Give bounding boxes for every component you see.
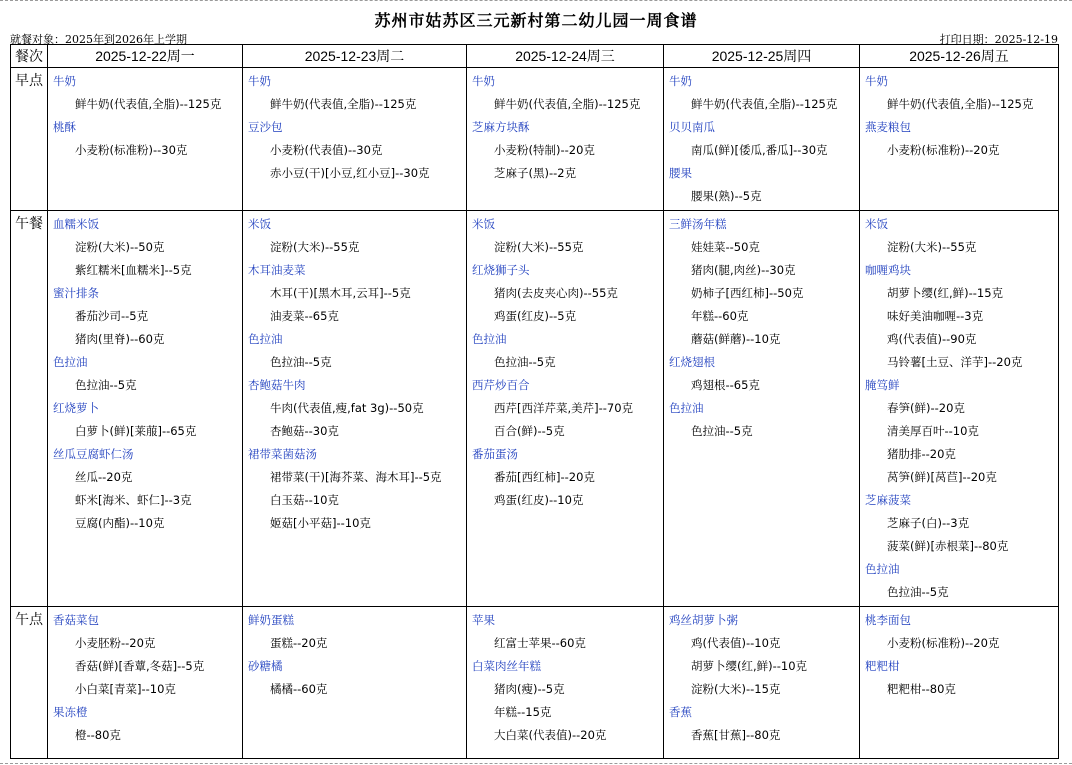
top-page-border [0, 0, 1072, 1]
ingredient-line: 白萝卜(鲜)[莱菔]--65克 [75, 424, 197, 438]
ingredient-line: 小白菜[青菜]--10克 [75, 682, 176, 696]
ingredient-line: 鲜牛奶(代表值,全脂)--125克 [75, 97, 222, 111]
ingredient-line: 清美厚百叶--10克 [887, 424, 979, 438]
dish-name: 血糯米饭 [53, 217, 99, 231]
menu-cell [243, 211, 467, 607]
print-date-label: 打印日期：2025-12-19 [939, 33, 1058, 46]
ingredient-line: 油麦菜--65克 [270, 309, 339, 323]
ingredient-line: 虾米[海米、虾仁]--3克 [75, 493, 192, 507]
ingredient-line: 色拉油--5克 [75, 378, 137, 392]
meal-label: 早点 [11, 68, 48, 211]
menu-cell [664, 607, 860, 759]
dish-name: 西芹炒百合 [472, 378, 530, 392]
ingredient-line: 年糕--15克 [494, 705, 552, 719]
ingredient-line: 西芹[西洋芹菜,美芹]--70克 [494, 401, 634, 415]
ingredient-line: 牛肉(代表值,瘦,fat 3g)--50克 [270, 401, 424, 415]
ingredient-line: 奶柿子[西红柿]--50克 [691, 286, 804, 300]
corner-header: 餐次 [11, 45, 48, 68]
menu-cell [860, 211, 1059, 607]
meal-row-snack [11, 607, 1059, 759]
ingredient-line: 百合(鲜)--5克 [494, 424, 565, 438]
ingredient-line: 鲜牛奶(代表值,全脂)--125克 [887, 97, 1034, 111]
ingredient-line: 马铃薯[土豆、洋芋]--20克 [887, 355, 1023, 369]
ingredient-line: 杏鲍菇--30克 [270, 424, 339, 438]
ingredient-line: 小麦粉(标准粉)--30克 [75, 143, 188, 157]
meal-row-breakfast [11, 68, 1059, 211]
weekly-menu-table [10, 44, 1059, 759]
ingredient-line: 白玉菇--10克 [270, 493, 339, 507]
ingredient-line: 蛋糕--20克 [270, 636, 328, 650]
ingredient-line: 芝麻子(黑)--2克 [494, 166, 577, 180]
day-header: 2025-12-24周三 [467, 45, 664, 68]
dish-name: 牛奶 [472, 74, 495, 88]
ingredient-line: 猪肉(腿,肉丝)--30克 [691, 263, 796, 277]
dish-name: 牛奶 [865, 74, 888, 88]
ingredient-line: 粑粑柑--80克 [887, 682, 956, 696]
ingredient-line: 色拉油--5克 [494, 355, 556, 369]
ingredient-line: 猪肋排--20克 [887, 447, 956, 461]
ingredient-line: 鸡蛋(红皮)--10克 [494, 493, 584, 507]
dish-name: 红烧萝卜 [53, 401, 99, 415]
ingredient-line: 春笋(鲜)--20克 [887, 401, 965, 415]
ingredient-line: 鸡翅根--65克 [691, 378, 760, 392]
dish-name: 白菜肉丝年糕 [472, 659, 541, 673]
page-title: 苏州市姑苏区三元新村第二幼儿园一周食谱 [374, 11, 698, 30]
ingredient-line: 木耳(干)[黑木耳,云耳]--5克 [270, 286, 411, 300]
dish-name: 芝麻菠菜 [865, 493, 911, 507]
ingredient-line: 香蕉[甘蕉]--80克 [691, 728, 781, 742]
dish-name: 燕麦粮包 [865, 120, 911, 134]
ingredient-line: 香菇(鲜)[香蕈,冬菇]--5克 [75, 659, 205, 673]
ingredient-line: 淀粉(大米)--55克 [887, 240, 977, 254]
dish-name: 鸡丝胡萝卜粥 [669, 613, 738, 627]
dish-name: 红烧翅根 [669, 355, 715, 369]
menu-cell [664, 211, 860, 607]
dish-name: 红烧狮子头 [472, 263, 530, 277]
dish-name: 咖喱鸡块 [865, 263, 911, 277]
day-header: 2025-12-23周二 [243, 45, 467, 68]
dish-name: 番茄蛋汤 [472, 447, 518, 461]
dish-name: 三鲜汤年糕 [669, 217, 727, 231]
ingredient-line: 年糕--60克 [691, 309, 749, 323]
ingredient-line: 鸡蛋(红皮)--5克 [494, 309, 577, 323]
bottom-page-border [0, 763, 1072, 764]
ingredient-line: 淀粉(大米)--15克 [691, 682, 781, 696]
dish-name: 色拉油 [865, 562, 900, 576]
dish-name: 牛奶 [248, 74, 271, 88]
ingredient-line: 小麦粉(特制)--20克 [494, 143, 595, 157]
day-header: 2025-12-26周五 [860, 45, 1059, 68]
dish-name: 芝麻方块酥 [472, 120, 530, 134]
ingredient-line: 腰果(熟)--5克 [691, 189, 762, 203]
ingredient-line: 淀粉(大米)--55克 [494, 240, 584, 254]
ingredient-line: 小麦粉(代表值)--30克 [270, 143, 383, 157]
ingredient-line: 橘橘--60克 [270, 682, 328, 696]
dish-name: 米饭 [248, 217, 271, 231]
ingredient-line: 红富士苹果--60克 [494, 636, 586, 650]
ingredient-line: 紫红糯米[血糯米]--5克 [75, 263, 192, 277]
ingredient-line: 莴笋(鲜)[莴苣]--20克 [887, 470, 997, 484]
dish-name: 桃酥 [53, 120, 76, 134]
dish-name: 色拉油 [53, 355, 88, 369]
ingredient-line: 番茄沙司--5克 [75, 309, 149, 323]
ingredient-line: 猪肉(瘦)--5克 [494, 682, 565, 696]
ingredient-line: 淀粉(大米)--55克 [270, 240, 360, 254]
dish-name: 色拉油 [669, 401, 704, 415]
dish-name: 木耳油麦菜 [248, 263, 306, 277]
dish-name: 蜜汁排条 [53, 286, 99, 300]
dish-name: 裙带菜菌菇汤 [248, 447, 317, 461]
ingredient-line: 胡萝卜缨(红,鲜)--10克 [691, 659, 808, 673]
ingredient-line: 大白菜(代表值)--20克 [494, 728, 607, 742]
ingredient-line: 味好美油咖喱--3克 [887, 309, 984, 323]
menu-cell [243, 607, 467, 759]
ingredient-line: 小麦粉(标准粉)--20克 [887, 143, 1000, 157]
menu-cell [467, 607, 664, 759]
ingredient-line: 鸡(代表值)--10克 [691, 636, 781, 650]
dish-name: 苹果 [472, 613, 495, 627]
ingredient-line: 色拉油--5克 [270, 355, 332, 369]
ingredient-line: 豆腐(内酯)--10克 [75, 516, 165, 530]
dish-name: 色拉油 [472, 332, 507, 346]
ingredient-line: 猪肉(里脊)--60克 [75, 332, 165, 346]
meal-label: 午点 [11, 607, 48, 759]
dish-name: 色拉油 [248, 332, 283, 346]
meal-label: 午餐 [11, 211, 48, 607]
ingredient-line: 番茄[西红柿]--20克 [494, 470, 595, 484]
ingredient-line: 小麦胚粉--20克 [75, 636, 156, 650]
ingredient-line: 橙--80克 [75, 728, 121, 742]
meal-row-lunch [11, 211, 1059, 607]
ingredient-line: 色拉油--5克 [887, 585, 949, 599]
ingredient-line: 赤小豆(干)[小豆,红小豆]--30克 [270, 166, 430, 180]
menu-cell [860, 68, 1059, 211]
ingredient-line: 小麦粉(标准粉)--20克 [887, 636, 1000, 650]
dish-name: 牛奶 [669, 74, 692, 88]
ingredient-line: 鸡(代表值)--90克 [887, 332, 977, 346]
dish-name: 豆沙包 [248, 120, 283, 134]
dish-name: 鲜奶蛋糕 [248, 613, 294, 627]
header-row [11, 45, 1059, 68]
ingredient-line: 淀粉(大米)--50克 [75, 240, 165, 254]
day-header: 2025-12-22周一 [48, 45, 243, 68]
ingredient-line: 蘑菇(鲜蘑)--10克 [691, 332, 781, 346]
dish-name: 砂糖橘 [248, 659, 283, 673]
dish-name: 牛奶 [53, 74, 76, 88]
dish-name: 米饭 [472, 217, 495, 231]
ingredient-line: 娃娃菜--50克 [691, 240, 760, 254]
audience-label: 就餐对象：2025年到2026年上学期 [10, 33, 187, 46]
ingredient-line: 南瓜(鲜)[倭瓜,番瓜]--30克 [691, 143, 828, 157]
dish-name: 丝瓜豆腐虾仁汤 [53, 447, 134, 461]
ingredient-line: 裙带菜(干)[海芥菜、海木耳]--5克 [270, 470, 442, 484]
dish-name: 粑粑柑 [865, 659, 900, 673]
ingredient-line: 菠菜(鲜)[赤根菜]--80克 [887, 539, 1009, 553]
menu-cell [664, 68, 860, 211]
ingredient-line: 胡萝卜缨(红,鲜)--15克 [887, 286, 1004, 300]
menu-cell [467, 68, 664, 211]
dish-name: 香蕉 [669, 705, 692, 719]
dish-name: 米饭 [865, 217, 888, 231]
menu-cell [48, 607, 243, 759]
dish-name: 腰果 [669, 166, 692, 180]
ingredient-line: 色拉油--5克 [691, 424, 753, 438]
ingredient-line: 鲜牛奶(代表值,全脂)--125克 [691, 97, 838, 111]
ingredient-line: 鲜牛奶(代表值,全脂)--125克 [494, 97, 641, 111]
menu-cell [467, 211, 664, 607]
ingredient-line: 丝瓜--20克 [75, 470, 133, 484]
dish-name: 桃李面包 [865, 613, 911, 627]
ingredient-line: 姬菇[小平菇]--10克 [270, 516, 371, 530]
dish-name: 果冻橙 [53, 705, 88, 719]
dish-name: 杏鲍菇牛肉 [248, 378, 306, 392]
menu-cell [48, 68, 243, 211]
day-header: 2025-12-25周四 [664, 45, 860, 68]
ingredient-line: 芝麻子(白)--3克 [887, 516, 970, 530]
dish-name: 贝贝南瓜 [669, 120, 715, 134]
dish-name: 腌笃鲜 [865, 378, 900, 392]
ingredient-line: 猪肉(去皮夹心肉)--55克 [494, 286, 618, 300]
menu-cell [243, 68, 467, 211]
dish-name: 香菇菜包 [53, 613, 99, 627]
menu-cell [860, 607, 1059, 759]
menu-cell [48, 211, 243, 607]
ingredient-line: 鲜牛奶(代表值,全脂)--125克 [270, 97, 417, 111]
